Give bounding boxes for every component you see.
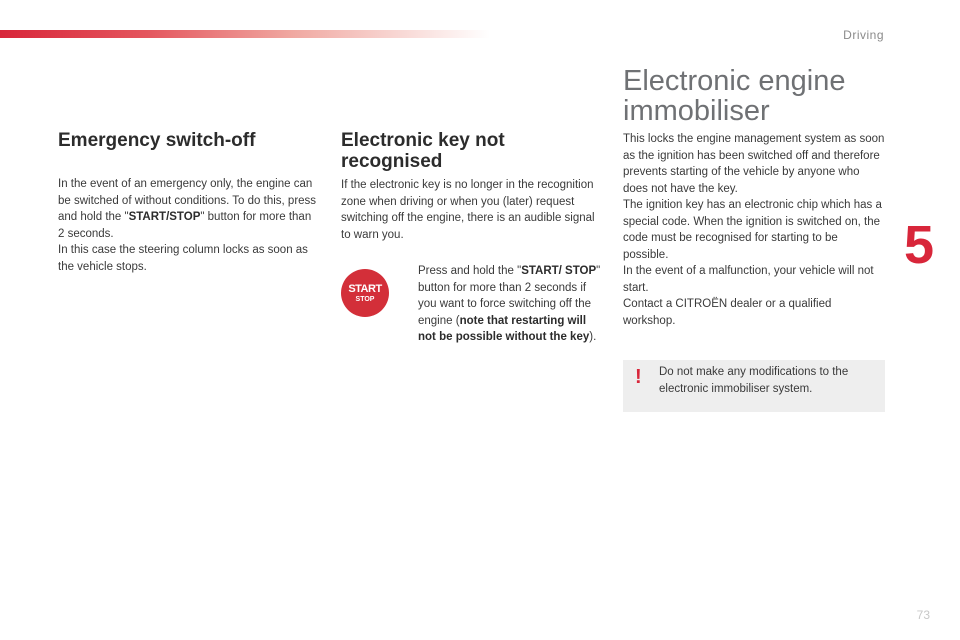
start-label: START bbox=[348, 282, 382, 295]
electronic-key-heading-line2: recognised bbox=[341, 151, 443, 172]
start-stop-button-icon bbox=[341, 269, 389, 317]
electronic-key-heading bbox=[341, 130, 603, 172]
instruction-text-1: Press and hold the " bbox=[418, 265, 522, 277]
start-stop-label: START/STOP bbox=[128, 211, 201, 223]
electronic-key-paragraph: If the electronic key is no longer in the recognition zone when driving or when you (later) request switching off the engine, there is an audible signal to warn you. bbox=[341, 179, 595, 241]
instruction-start-stop: START/ STOP bbox=[521, 265, 597, 277]
electronic-key-section bbox=[341, 130, 603, 346]
press-hold-instruction bbox=[341, 263, 603, 346]
immobiliser-heading-line2: immobiliser bbox=[623, 95, 770, 127]
emergency-text-2: " button for more than 2 seconds. bbox=[58, 211, 312, 240]
instruction-text-2: " button for more than 2 seconds if you want to force switching off the engine ( bbox=[418, 265, 601, 327]
warning-icon: ! bbox=[635, 366, 642, 388]
instruction-text bbox=[396, 263, 603, 346]
stop-label: STOP bbox=[355, 295, 375, 303]
emergency-paragraph-2: In this case the steering column locks as soon as the vehicle stops. bbox=[58, 244, 308, 273]
emergency-switch-off-section bbox=[58, 130, 320, 275]
emergency-switch-off-heading: Emergency switch-off bbox=[58, 130, 256, 151]
immobiliser-heading bbox=[623, 66, 885, 126]
warning-text: Do not make any modifications to the electronic immobiliser system. bbox=[659, 366, 849, 395]
section-label: Driving bbox=[843, 28, 884, 42]
instruction-note: note that restarting will not be possible without the key bbox=[418, 314, 590, 343]
immobiliser-section bbox=[623, 66, 885, 329]
emergency-text-1: In the event of an emergency only, the engine can be switched of without conditions. To do this, press and hold the " bbox=[58, 178, 317, 223]
immobiliser-heading-line1: Electronic engine bbox=[623, 65, 846, 97]
instruction-text-3: ). bbox=[589, 331, 597, 343]
page-number: 73 bbox=[916, 608, 930, 622]
immobiliser-paragraph-1: This locks the engine management system as soon as the ignition has been switched off and therefore prevents starting of the vehicle by anyone who does not have the key. bbox=[623, 133, 885, 195]
chapter-number: 5 bbox=[904, 215, 935, 275]
warning-box bbox=[623, 360, 885, 412]
electronic-key-heading-line1: Electronic key not bbox=[341, 130, 505, 151]
header-accent-bar bbox=[0, 30, 490, 38]
immobiliser-paragraph-4: Contact a CITROËN dealer or a qualified workshop. bbox=[623, 298, 832, 327]
immobiliser-paragraph-3: In the event of a malfunction, your vehicle will not start. bbox=[623, 265, 874, 294]
immobiliser-paragraph-2: The ignition key has an electronic chip which has a special code. When the ignition is switched on, the code must be recognised for starting to be possible. bbox=[623, 199, 882, 261]
emergency-paragraph-1 bbox=[58, 176, 320, 242]
